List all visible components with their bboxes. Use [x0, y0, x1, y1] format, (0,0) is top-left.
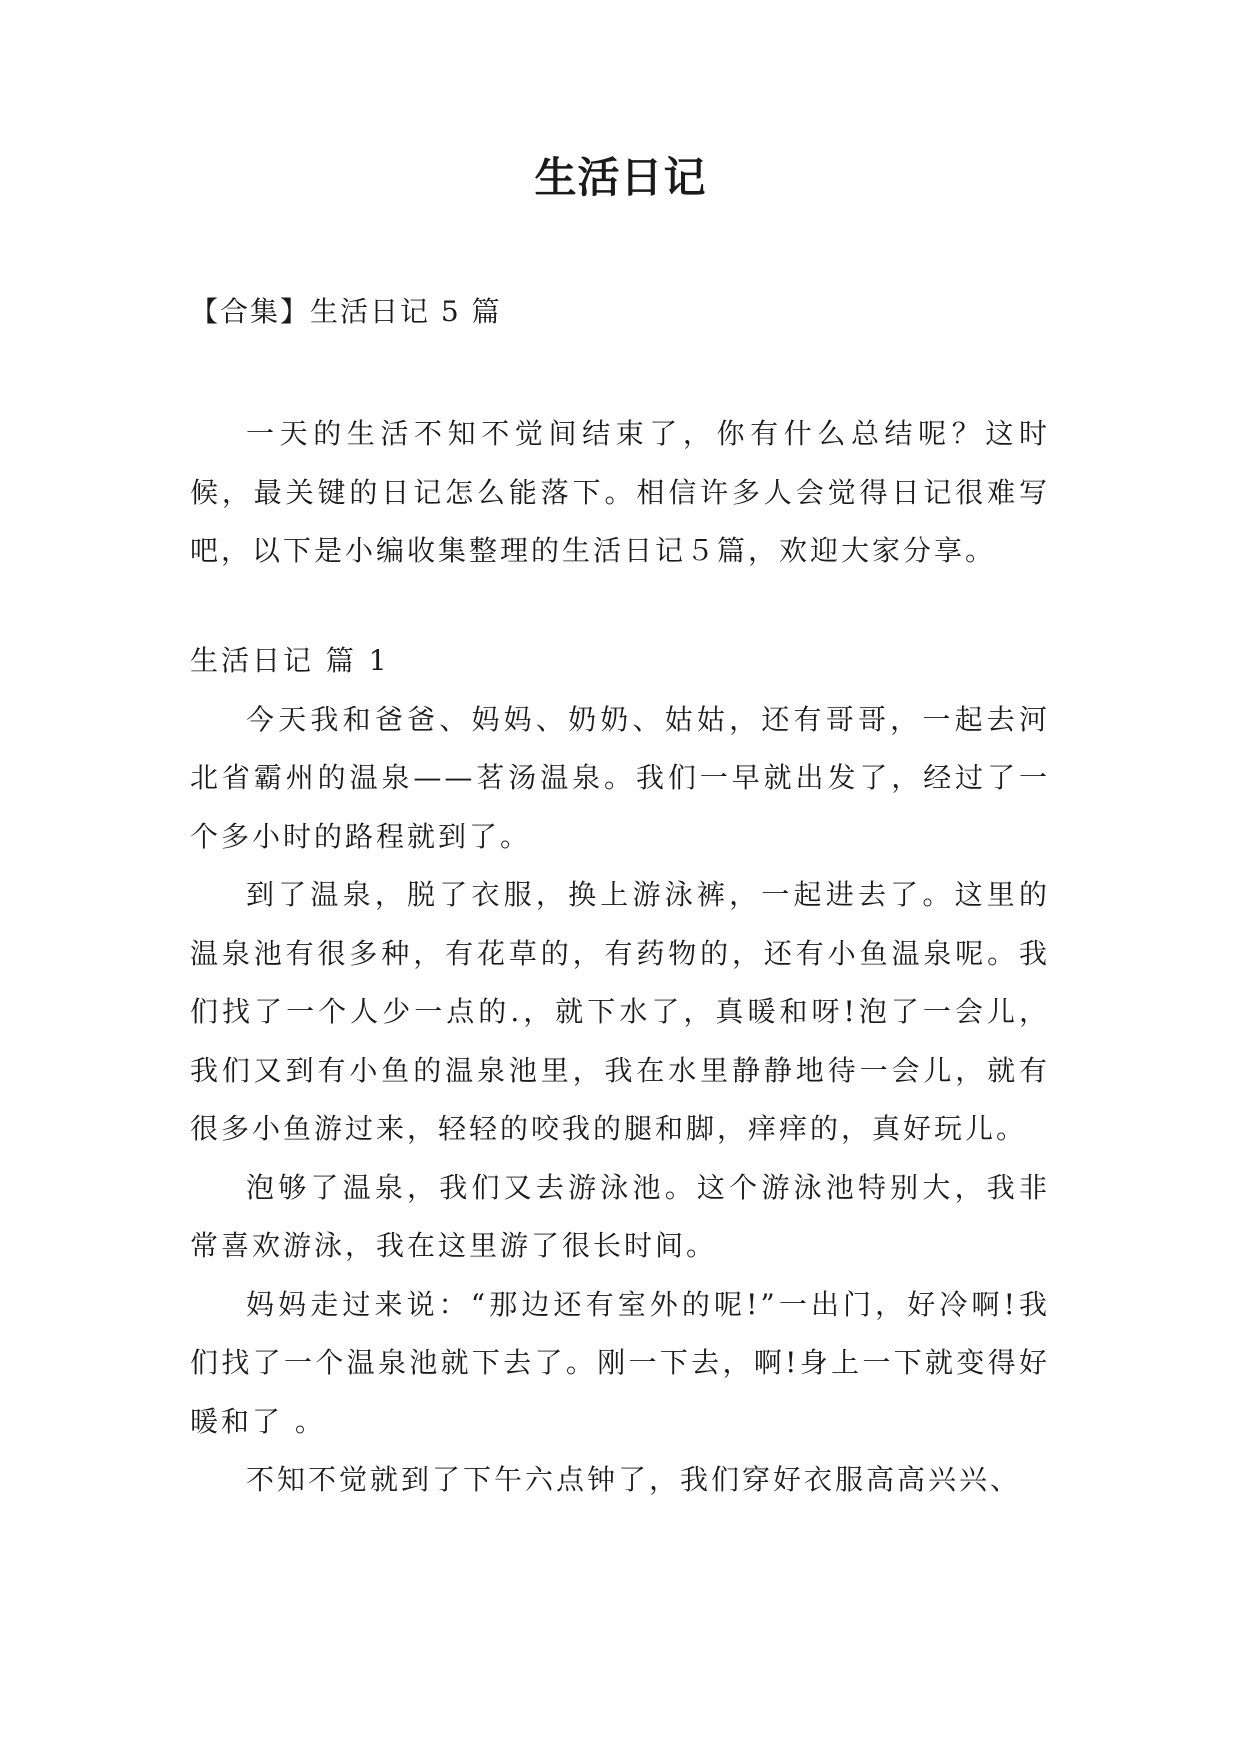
story-paragraph-5: 不知不觉就到了下午六点钟了，我们穿好衣服高高兴兴、	[246, 1463, 1022, 1496]
intro-paragraph: 一天的生活不知不觉间结束了，你有什么总结呢？这时候，最关键的日记怎么能落下。相信许多人会觉得日记很难写吧，以下是小编收集整理的生活日记５篇，欢迎大家分享。	[190, 417, 1050, 567]
story-paragraph-4: 妈妈走过来说：“那边还有室外的呢!”一出门，好冷啊!我们找了一个温泉池就下去了。刚一下去，啊!身上一下就变得好暖和了 。	[190, 1287, 1050, 1438]
section-heading: 生活日记 篇 1	[190, 644, 390, 677]
document-title: 生活日记	[534, 153, 707, 202]
intro-block	[190, 405, 1050, 581]
story-paragraph-2: 到了温泉，脱了衣服，换上游泳裤，一起进去了。这里的温泉池有很多种，有花草的，有药物的，还有小鱼温泉呢。我们找了一个人少一点的.，就下水了，真暖和呀!泡了一会儿，我们又到有小鱼的温泉池里，我在水里静静地待一会儿，就有很多小鱼游过来，轻轻的咬我的腿和脚，痒痒的，真好玩儿。	[190, 878, 1050, 1145]
story-block	[190, 632, 1050, 1510]
document-subtitle: 【合集】生活日记 5 篇	[190, 295, 502, 328]
story-paragraph-3: 泡够了温泉，我们又去游泳池。这个游泳池特别大，我非常喜欢游泳，我在这里游了很长时间。	[190, 1170, 1050, 1262]
story-paragraph-1: 今天我和爸爸、妈妈、奶奶、姑姑，还有哥哥，一起去河北省霸州的温泉——茗汤温泉。我们一早就出发了，经过了一个多小时的路程就到了。	[190, 702, 1050, 853]
